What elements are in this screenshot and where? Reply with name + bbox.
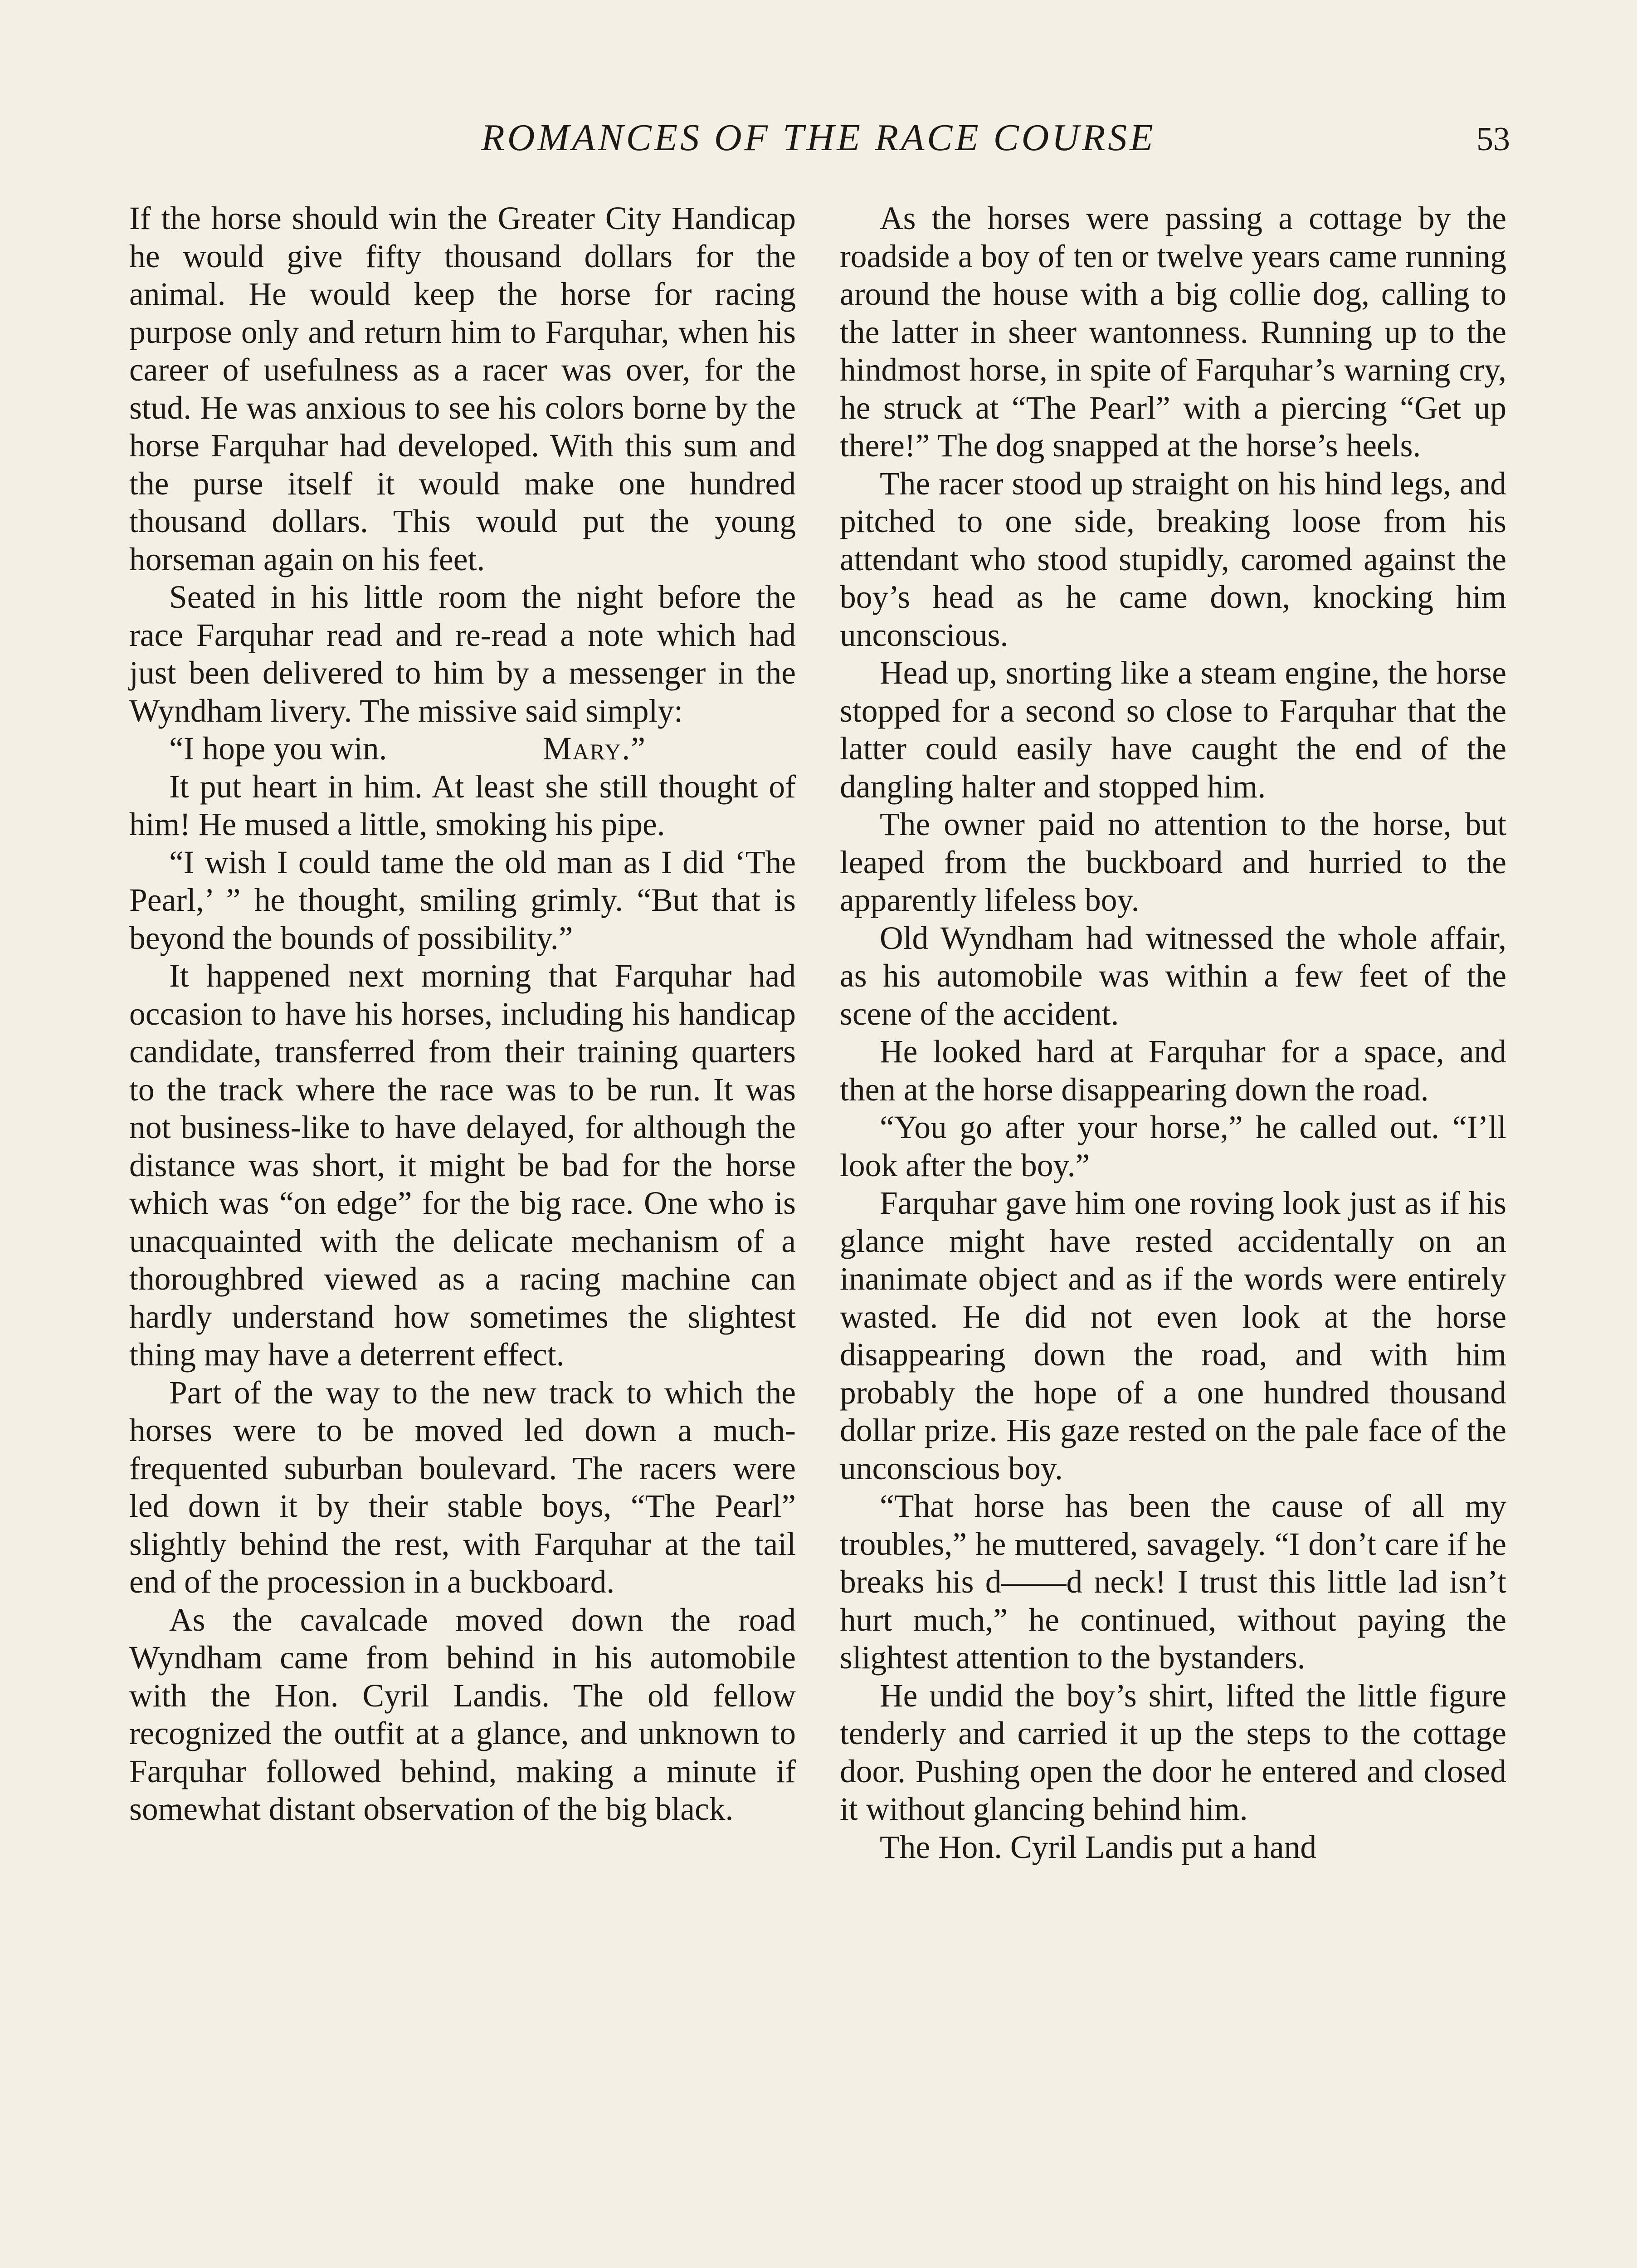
paragraph: As the cavalcade moved down the road Wyndham came from behind in his automobile with the Hon. Cyril Landis. The old fellow recognized the outfit at a glance, and unknown to Farquhar followed behind, making a minute if somewhat distant observation of the big black. <box>129 1602 796 1827</box>
note-quote <box>129 730 796 768</box>
note-signature: Mary.” <box>543 731 646 767</box>
right-column <box>840 200 1506 1866</box>
paragraph: Seated in his little room the night before the race Farquhar read and re-read a note which had just been delivered to him by a messenger in the Wyndham livery. The missive said simply: <box>129 579 796 729</box>
paragraph: The owner paid no attention to the horse, but leaped from the buckboard and hurried to the apparently lifeless boy. <box>840 807 1506 918</box>
paragraph: It happened next morning that Farquhar had occasion to have his horses, including his handicap candidate, transferred from their training quarters to the track where the race was to be run. It was not business-like to have delayed, for although the distance was short, it might be bad for the horse which was “on edge” for the big race. One who is unacquainted with the delicate mechanism of a thoroughbred viewed as a racing machine can hardly understand how sometimes the slightest thing may have a deterrent effect. <box>129 958 796 1373</box>
left-column <box>129 200 796 1828</box>
paragraph: Farquhar gave him one roving look just as if his glance might have rested accidentally on an inanimate object and as if the words were entirely wasted. He did not even look at the horse disappearing down the road, and with him probably the hope of a one hundred thousand dollar prize. His gaze rested on the pale face of the unconscious boy. <box>840 1185 1506 1486</box>
page-header <box>127 116 1510 166</box>
running-title: ROMANCES OF THE RACE COURSE <box>481 117 1156 159</box>
paragraph: “I wish I could tame the old man as I did ‘The Pearl,’ ” he thought, smiling grimly. “But that is beyond the bounds of possibility.” <box>129 844 796 956</box>
page-number: 53 <box>1476 121 1510 158</box>
paragraph: It put heart in him. At least she still thought of him! He mused a little, smoking his pipe. <box>129 768 796 842</box>
paragraph: “That horse has been the cause of all my troubles,” he muttered, savagely. “I don’t care if he breaks his d——d neck! I trust this little lad isn’t hurt much,” he continued, without paying the slightest attention to the bystanders. <box>840 1488 1506 1676</box>
paragraph: The Hon. Cyril Landis put a hand <box>880 1829 1317 1865</box>
paragraph: He looked hard at Farquhar for a space, and then at the horse disappearing down the road. <box>840 1034 1506 1108</box>
paragraph: If the horse should win the Greater City Handicap he would give fifty thousand dollars for the animal. He would keep the horse for racing purpose only and return him to Farquhar, when his career of usefulness as a racer was over, for the stud. He was anxious to see his colors borne by the horse Farquhar had developed. With this sum and the purse itself it would make one hundred thousand dollars. This would put the young horseman again on his feet. <box>129 200 796 577</box>
paragraph: Part of the way to the new track to which the horses were to be moved led down a much-frequented suburban boulevard. The racers were led down it by their stable boys, “The Pearl” slightly behind the rest, with Farquhar at the tail end of the procession in a buckboard. <box>129 1374 796 1600</box>
paragraph: Head up, snorting like a steam engine, the horse stopped for a second so close to Farquhar that the latter could easily have caught the end of the dangling halter and stopped him. <box>840 655 1506 805</box>
paragraph: The racer stood up straight on his hind legs, and pitched to one side, breaking loose from his attendant who stood stupidly, caromed against the boy’s head as he came down, knocking him unconscious. <box>840 465 1506 653</box>
paragraph: As the horses were passing a cottage by the roadside a boy of ten or twelve years came running around the house with a big collie dog, calling to the latter in sheer wantonness. Running up to the hindmost horse, in spite of Farquhar’s warning cry, he struck at “The Pearl” with a piercing “Get up there!” The dog snapped at the horse’s heels. <box>840 200 1506 464</box>
paragraph: He undid the boy’s shirt, lifted the little figure tenderly and carried it up the steps to the cottage door. Pushing open the door he entered and closed it without glancing behind him. <box>840 1677 1506 1827</box>
paragraph: “You go after your horse,” he called out. “I’ll look after the boy.” <box>840 1110 1506 1183</box>
note-text: “I hope you win. <box>169 731 387 767</box>
paragraph: Old Wyndham had witnessed the whole affair, as his automobile was within a few feet of the scene of the accident. <box>840 920 1506 1032</box>
